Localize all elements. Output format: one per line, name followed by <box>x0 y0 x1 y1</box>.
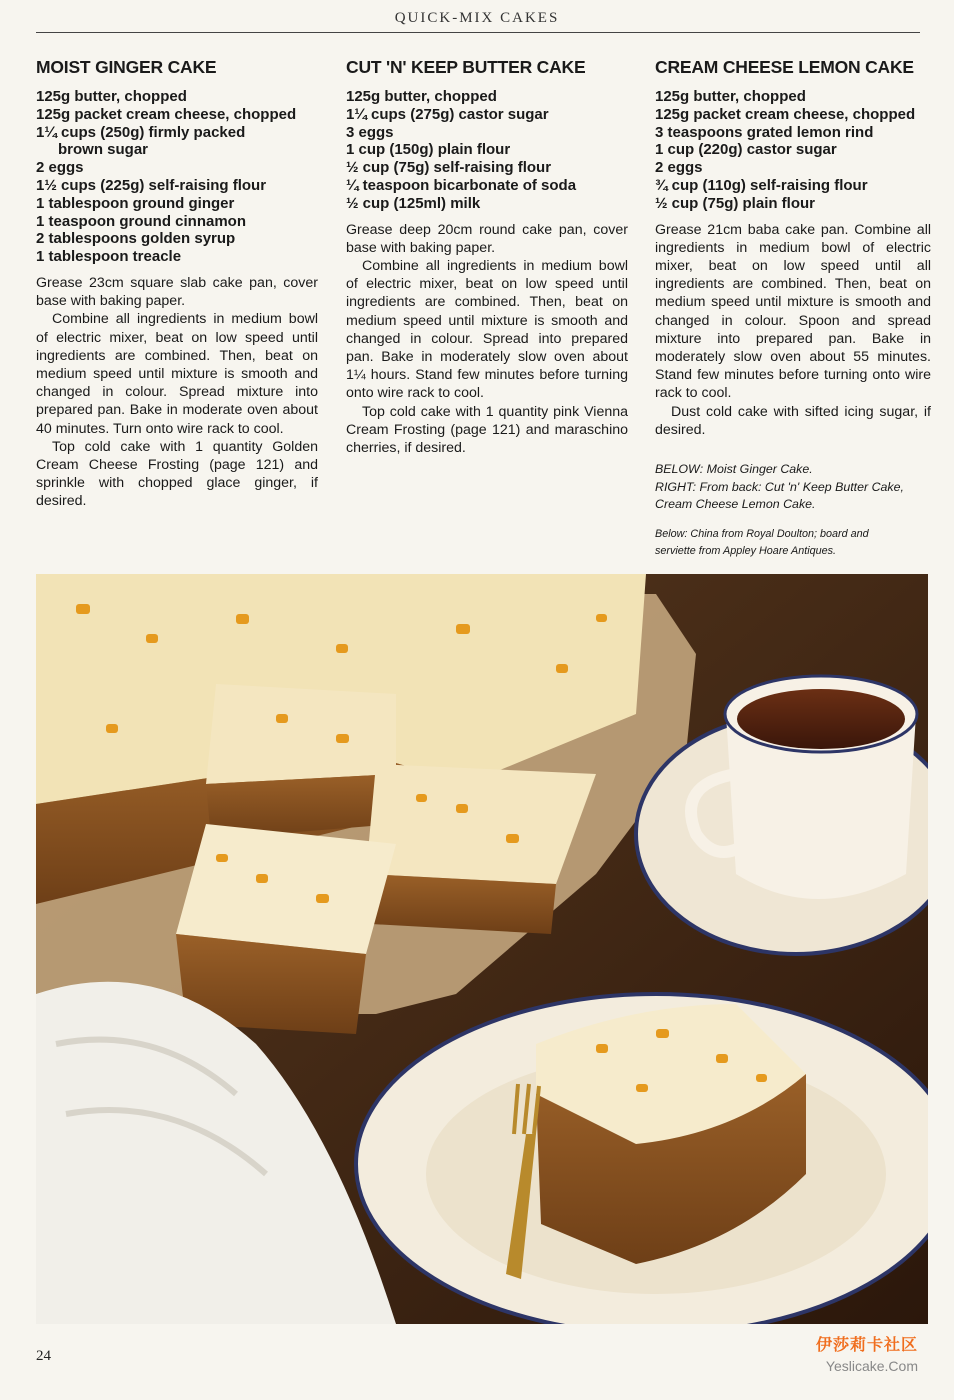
ingredient: ½ cup (75g) self-raising flour <box>346 159 552 177</box>
ingredient-list <box>36 88 318 266</box>
ingredient: 2 eggs <box>36 159 84 177</box>
ingredient: 1 teaspoon ground cinnamon <box>36 212 247 230</box>
page-number: 24 <box>36 1348 51 1364</box>
ingredient: 2 tablespoons golden syrup <box>36 230 236 248</box>
ingredient: 1 tablespoon ground ginger <box>36 194 235 212</box>
ingredient: 1¼ cups (275g) castor sugar <box>346 105 549 123</box>
ingredient: 125g butter, chopped <box>655 88 806 105</box>
ingredient: 1 tablespoon treacle <box>36 248 182 266</box>
watermark-text: 伊莎莉卡社区 <box>815 1337 918 1354</box>
ingredient: ¾ cup (110g) self-raising flour <box>655 176 868 194</box>
recipe-cut-n-keep-butter-cake <box>346 56 628 457</box>
header-rule <box>36 32 920 33</box>
caption-line: BELOW: Moist Ginger Cake. <box>655 462 813 477</box>
method-paragraph: Grease 21cm baba cake pan. Combine all ingredients in medium bowl of electric mixer, beat on low speed until all ingredients are combined. Then, beat on medium speed until mixture is smooth and changed in colour. Spoon and spread mixture into prepared pan. Bake in moderately slow oven about 55 minutes. Stand few minutes before turning onto wire rack to cool. <box>655 221 931 402</box>
photo-credits <box>655 526 931 560</box>
ingredient: 125g packet cream cheese, chopped <box>36 105 297 123</box>
ingredient: brown sugar <box>58 141 149 159</box>
ingredient: ½ cup (75g) plain flour <box>655 194 816 212</box>
ingredient: 2 eggs <box>655 159 703 177</box>
recipe-cream-cheese-lemon-cake <box>655 56 931 560</box>
recipe-title: CREAM CHEESE LEMON CAKE <box>655 57 914 77</box>
watermark <box>816 1336 918 1376</box>
watermark-url: Yeslicake.Com <box>825 1358 918 1374</box>
method-paragraph: Combine all ingredients in medium bowl of electric mixer, beat on low speed until ingredients are combined. Then, beat on medium speed until mixture is smooth and changed in colour. Spread mixture into prepared pan. Bake in moderate oven about 40 minutes. Turn onto wire rack to cool. <box>36 311 318 437</box>
ingredient-list <box>346 88 628 213</box>
ingredient-list <box>655 88 931 213</box>
ingredient: ½ cup (125ml) milk <box>346 194 481 212</box>
ingredient: 1 cup (220g) castor sugar <box>655 141 837 159</box>
method-paragraph: Grease 23cm square slab cake pan, cover base with baking paper. <box>36 274 318 310</box>
method-paragraph: Grease deep 20cm round cake pan, cover base with baking paper. <box>346 221 628 256</box>
cake-photograph <box>36 574 928 1324</box>
method-paragraph: Top cold cake with 1 quantity Golden Cream Cheese Frosting (page 121) and sprinkle with chopped glace ginger, if desired. <box>36 438 318 510</box>
ingredient: 1 cup (150g) plain flour <box>346 141 511 159</box>
method-paragraph: Top cold cake with 1 quantity pink Vienna Cream Frosting (page 121) and maraschino cherries, if desired. <box>346 403 628 457</box>
ingredient: 125g butter, chopped <box>346 88 497 105</box>
ingredient: 1½ cups (225g) self-raising flour <box>36 176 267 194</box>
caption-line: Cream Cheese Lemon Cake. <box>655 497 816 512</box>
caption-line: RIGHT: From back: Cut 'n' Keep Butter Cake, <box>655 479 904 494</box>
credit-line: serviette from Appley Hoare Antiques. <box>655 544 837 557</box>
photo-captions <box>655 461 931 514</box>
recipe-title: MOIST GINGER CAKE <box>36 57 217 77</box>
method-paragraph: Combine all ingredients in medium bowl of electric mixer, beat on low speed until ingredients are combined. Then, beat on medium speed until mixture is smooth and changed in colour. Spread into prepared pan. Bake in moderately slow oven about 1¼ hours. Stand few minutes before turning onto wire rack to cool. <box>346 257 628 402</box>
recipe-moist-ginger-cake <box>36 56 318 511</box>
credit-line: Below: China from Royal Doulton; board and <box>655 527 869 540</box>
ingredient: 3 eggs <box>346 123 394 141</box>
ingredient: 125g butter, chopped <box>36 88 187 105</box>
recipe-title: CUT 'N' KEEP BUTTER CAKE <box>346 57 586 77</box>
ingredient: ¼ teaspoon bicarbonate of soda <box>346 176 577 194</box>
method-paragraph: Dust cold cake with sifted icing sugar, if desired. <box>655 403 931 438</box>
ingredient: 125g packet cream cheese, chopped <box>655 105 916 123</box>
section-header: QUICK-MIX CAKES <box>394 10 560 26</box>
ingredient: 3 teaspoons grated lemon rind <box>655 123 874 141</box>
ingredient: 1¼ cups (250g) firmly packed <box>36 123 246 141</box>
